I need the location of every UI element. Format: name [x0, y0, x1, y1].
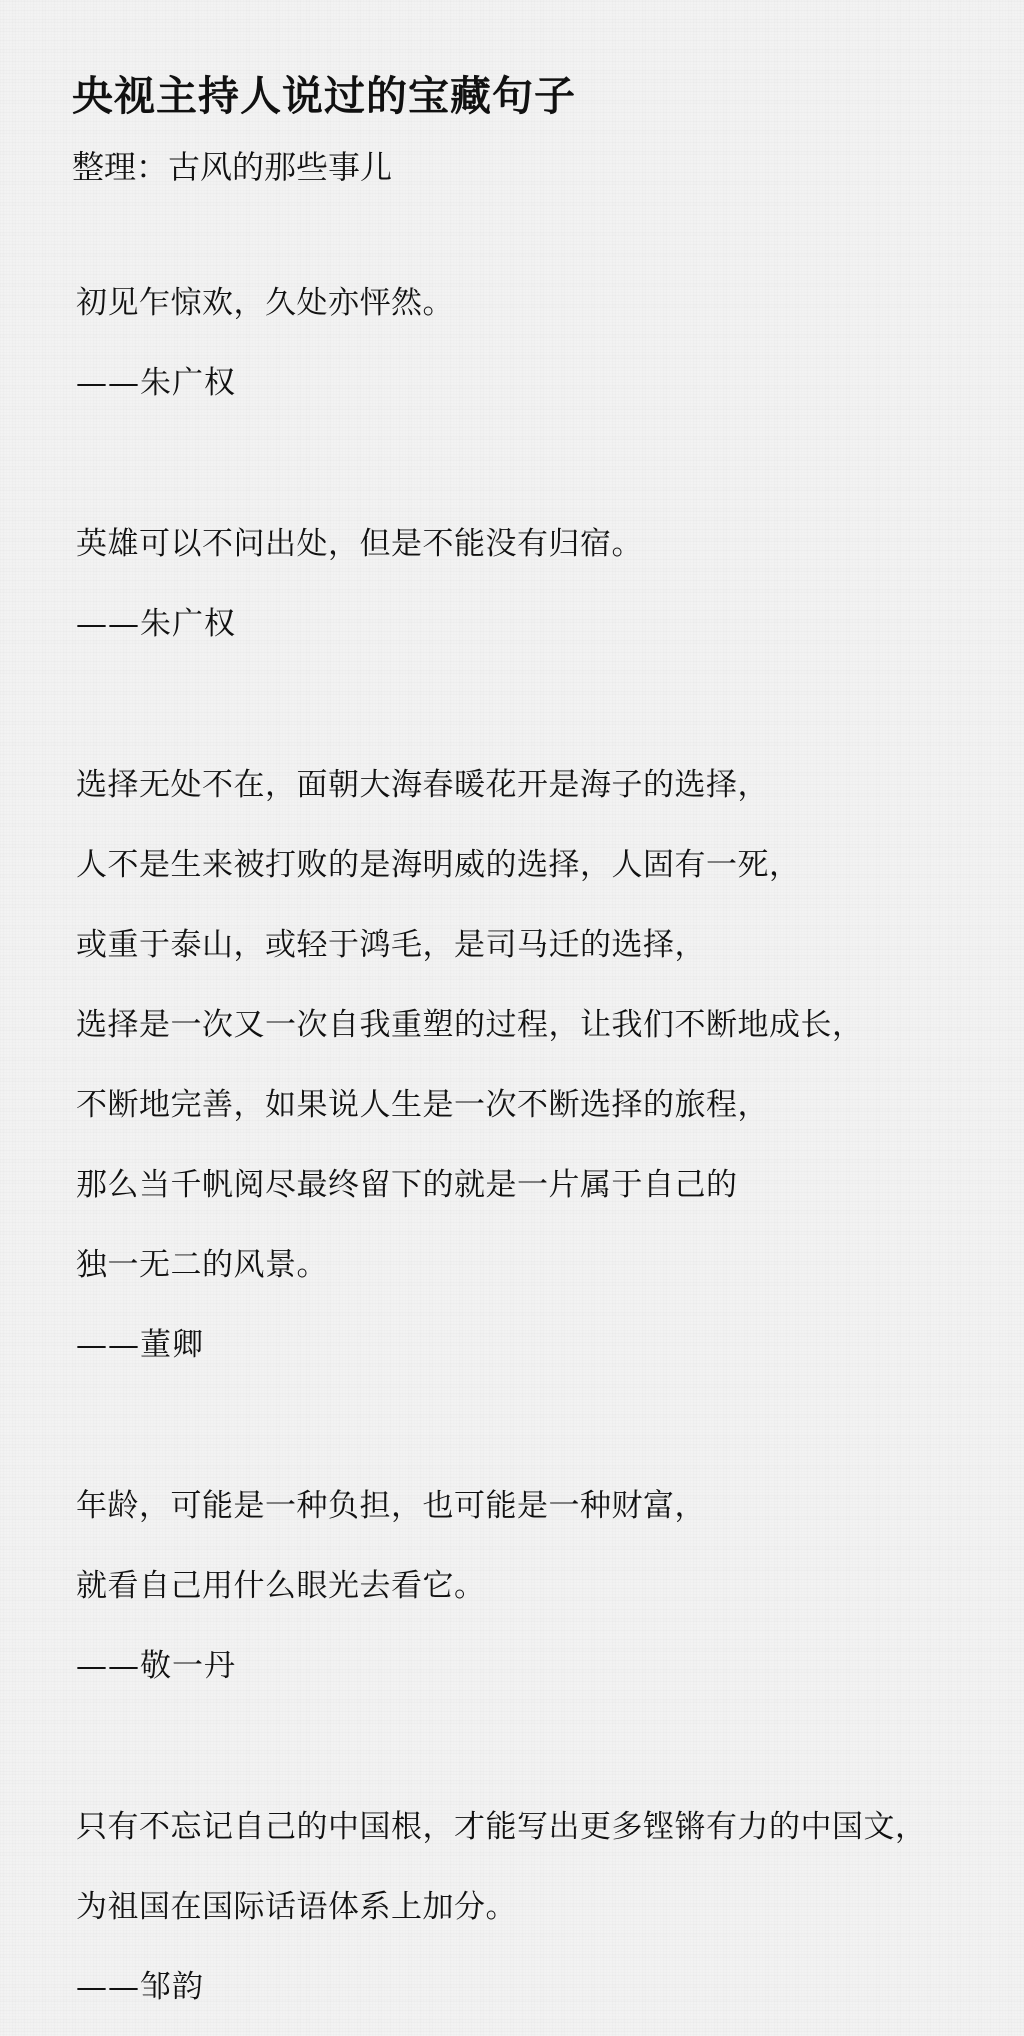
- quote-block: [76, 1475, 1016, 1715]
- quote-line: 不断地完善，如果说人生是一次不断选择的旅程，: [76, 1087, 769, 1123]
- article-subtitle: 整理：古风的那些事儿: [72, 148, 393, 186]
- quote-line: 独一无二的风景。: [76, 1247, 328, 1283]
- quote-author: ——朱广权: [76, 365, 236, 401]
- quote-block: [76, 513, 1016, 673]
- quote-line: 初见乍惊欢，久处亦怦然。: [76, 285, 454, 321]
- quote-line: 或重于泰山，或轻于鸿毛，是司马迁的选择，: [76, 927, 706, 963]
- quote-author: ——邹韵: [76, 1969, 204, 2005]
- quote-author: ——董卿: [76, 1327, 204, 1363]
- quote-line: 就看自己用什么眼光去看它。: [76, 1568, 486, 1604]
- quote-block: [76, 1796, 1016, 2036]
- quote-block: [76, 754, 1016, 1394]
- article-title: 央视主持人说过的宝藏句子: [72, 72, 576, 120]
- quote-line: 那么当千帆阅尽最终留下的就是一片属于自己的: [76, 1167, 738, 1203]
- quote-line: 人不是生来被打败的是海明威的选择，人固有一死，: [76, 847, 801, 883]
- quote-block: [76, 272, 1016, 432]
- quote-author: ——朱广权: [76, 606, 236, 642]
- quote-line: 年龄，可能是一种负担，也可能是一种财富，: [76, 1488, 706, 1524]
- quote-author: ——敬一丹: [76, 1648, 236, 1684]
- quote-list: [76, 272, 1016, 2036]
- quote-line: 英雄可以不问出处，但是不能没有归宿。: [76, 526, 643, 562]
- quote-line: 只有不忘记自己的中国根，才能写出更多铿锵有力的中国文，: [76, 1809, 927, 1845]
- quote-line: 选择是一次又一次自我重塑的过程，让我们不断地成长，: [76, 1007, 864, 1043]
- quote-line: 选择无处不在，面朝大海春暖花开是海子的选择，: [76, 767, 769, 803]
- quote-line: 为祖国在国际话语体系上加分。: [76, 1889, 517, 1925]
